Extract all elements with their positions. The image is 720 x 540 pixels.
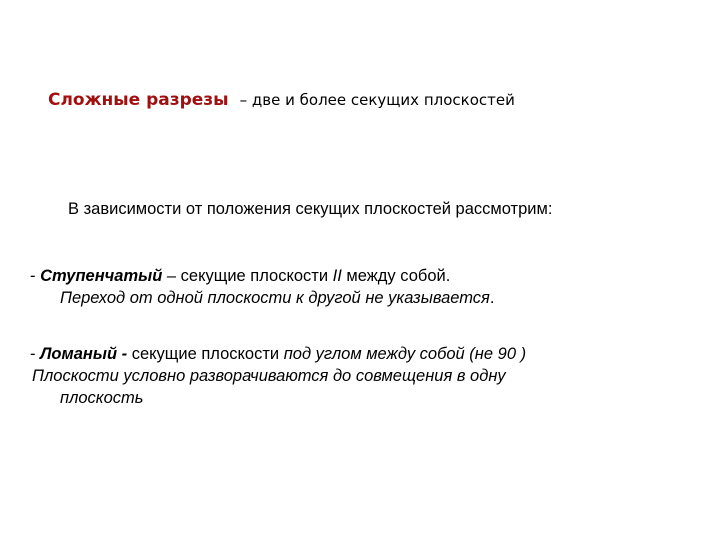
list-item-broken [30,343,526,409]
item-description: секущие плоскости [131,345,284,363]
item-description-end: между собой. [346,267,451,285]
item-note-continued: плоскость [60,389,144,407]
item-angle-text: под углом между собой (не 90 ) [283,345,527,363]
title-term: Сложные разрезы [48,90,229,110]
item-line [30,265,494,287]
item-note: Плоскости условно разворачиваются до совмещения в одну [32,367,506,385]
item-note-end: . [489,289,495,307]
item-line [30,343,526,365]
list-item-stepped [30,265,494,309]
bullet-dash: - [30,345,41,363]
bullet-dash: - [30,267,41,285]
item-note-line [30,287,494,309]
slide-title [48,90,515,110]
item-term: Ступенчатый [40,267,163,285]
parallel-sign: II [332,267,347,285]
title-definition: – две и более секущих плоскостей [239,91,515,109]
item-note-line [30,365,526,387]
item-description: – секущие плоскости [162,267,333,285]
item-term: Ломаный [40,345,118,363]
item-note-line-2 [30,387,526,409]
item-note: Переход от одной плоскости к другой не указывается [60,289,490,307]
intro-text: В зависимости от положения секущих плоскостей рассмотрим: [68,200,553,218]
item-separator: - [117,345,132,363]
